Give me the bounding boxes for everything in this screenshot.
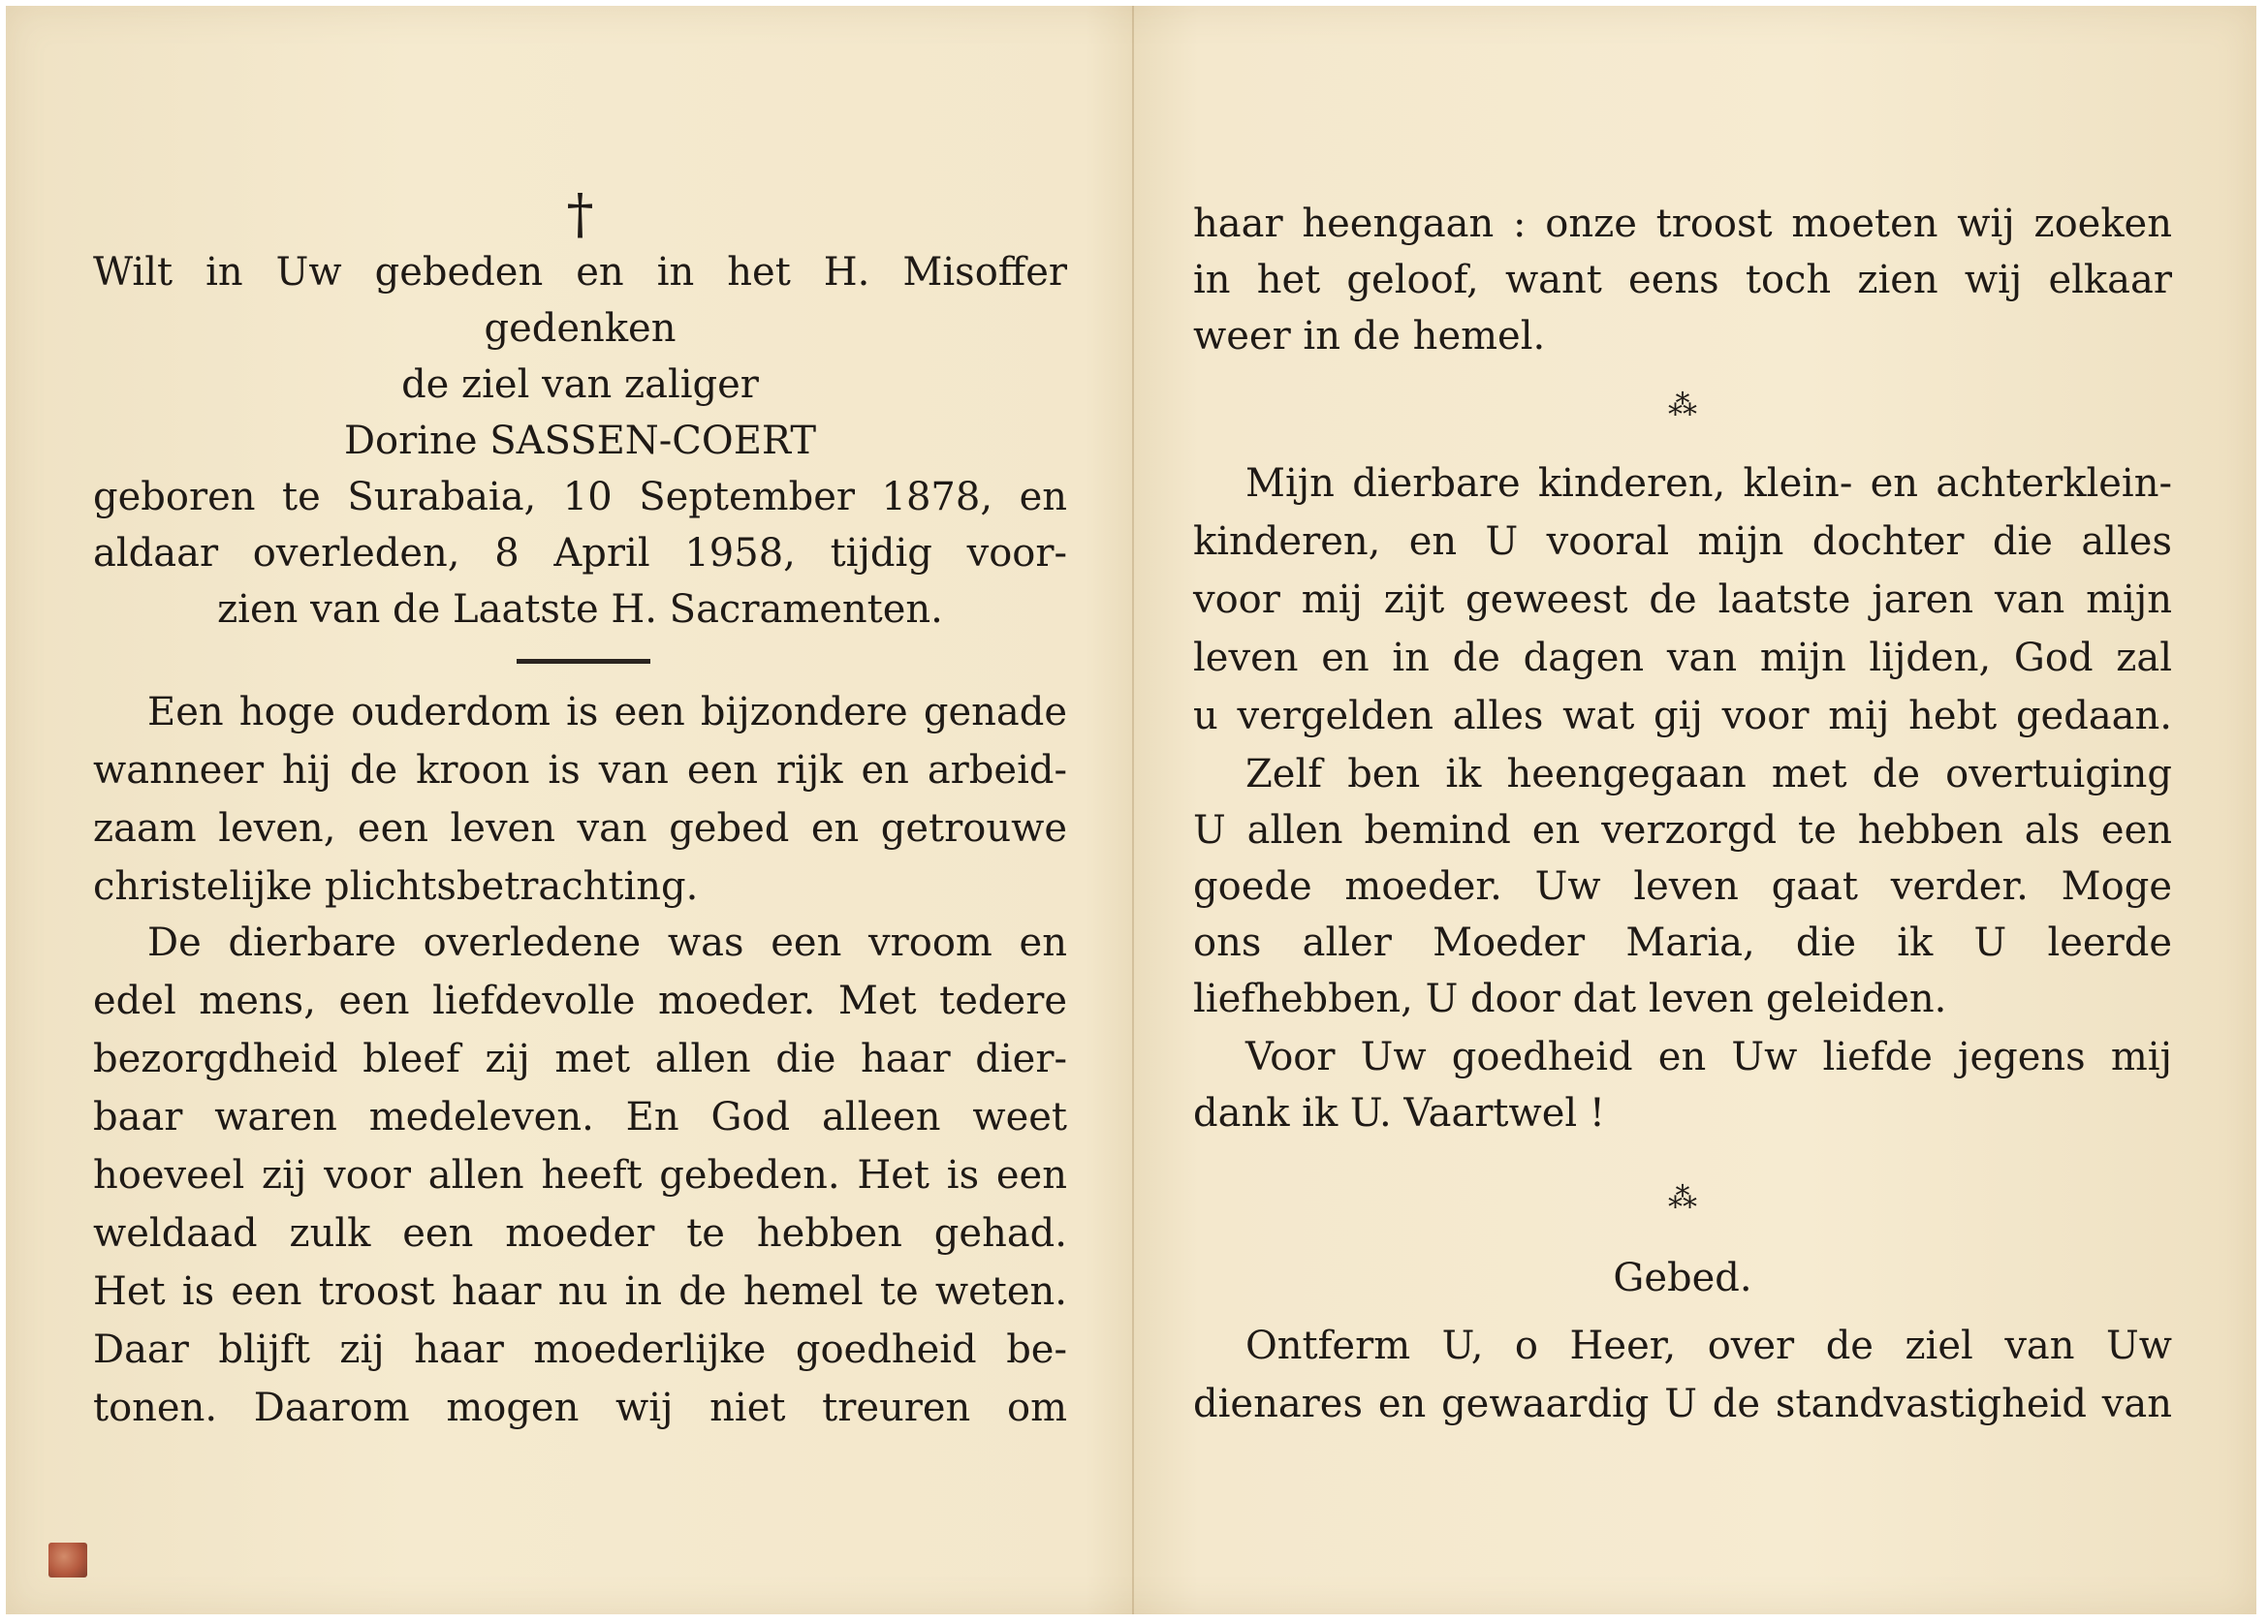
body-line: Daar blijft zij haar moederlijke goedheid be- (93, 1327, 1067, 1372)
body-line: weldaad zulk een moeder te hebben gehad. (93, 1211, 1067, 1256)
body-line: hoeveel zij voor allen heeft gebeden. Het is een (93, 1153, 1067, 1198)
body-line: goede moeder. Uw leven gaat verder. Moge (1193, 864, 2172, 909)
header-line: Wilt in Uw gebeden en in het H. Misoffer (93, 250, 1067, 295)
header-line: de ziel van zaliger (401, 362, 759, 407)
body-line: Zelf ben ik heengegaan met de overtuiging (1245, 752, 2172, 796)
header-line: aldaar overleden, 8 April 1958, tijdig voor- (93, 531, 1067, 576)
body-line: edel mens, een liefdevolle moeder. Met tedere (93, 979, 1067, 1023)
body-line: christelijke plichtsbetrachting. (93, 864, 699, 909)
prayer-line: Ontferm U, o Heer, over de ziel van Uw (1245, 1324, 2172, 1368)
asterism-ornament: ⁂ (1668, 389, 1697, 422)
header-line: geboren te Surabaia, 10 September 1878, en (93, 475, 1067, 519)
body-line: liefhebben, U door dat leven geleiden. (1193, 977, 1947, 1021)
body-line: kinderen, en U vooral mijn dochter die alles (1193, 519, 2172, 564)
asterism-ornament: ⁂ (1668, 1181, 1697, 1215)
body-line: weer in de hemel. (1193, 314, 1546, 359)
deceased-name: Dorine SASSEN-COERT (343, 419, 816, 463)
body-line: baar waren medeleven. En God alleen weet (93, 1095, 1067, 1140)
body-line: Het is een troost haar nu in de hemel te weten. (93, 1269, 1067, 1314)
body-line: u vergelden alles wat gij voor mij hebt gedaan. (1193, 694, 2172, 738)
body-line: ons aller Moeder Maria, die ik U leerde (1193, 921, 2172, 965)
prayer-title: Gebed. (1613, 1256, 1752, 1300)
body-line: haar heengaan : onze troost moeten wij zoeken (1193, 202, 2172, 246)
prayer-line: dienares en gewaardig U de standvastigheid van (1193, 1382, 2172, 1426)
prayer-card (6, 6, 2256, 1614)
cross-symbol: † (566, 183, 594, 246)
body-line: De dierbare overledene was een vroom en (147, 921, 1067, 965)
body-line: dank ik U. Vaartwel ! (1193, 1091, 1605, 1136)
body-line: bezorgdheid bleef zij met allen die haar dier- (93, 1037, 1067, 1081)
body-line: leven en in de dagen van mijn lijden, God zal (1193, 636, 2172, 680)
card-fold (1132, 6, 1134, 1614)
body-line: wanneer hij de kroon is van een rijk en arbeid- (93, 748, 1067, 793)
body-line: voor mij zijt geweest de laatste jaren van mijn (1193, 578, 2172, 622)
body-line: tonen. Daarom mogen wij niet treuren om (93, 1386, 1067, 1430)
divider-rule (517, 659, 650, 664)
body-line: Een hoge ouderdom is een bijzondere genade (147, 690, 1067, 734)
body-line: zaam leven, een leven van gebed en getrouwe (93, 806, 1067, 851)
header-line: zien van de Laatste H. Sacramenten. (217, 587, 943, 632)
body-line: in het geloof, want eens toch zien wij elkaar (1193, 258, 2172, 302)
body-line: U allen bemind en verzorgd te hebben als een (1193, 808, 2172, 853)
body-line: Voor Uw goedheid en Uw liefde jegens mij (1245, 1035, 2172, 1079)
body-line: Mijn dierbare kinderen, klein- en achterklein- (1245, 461, 2172, 506)
header-line: gedenken (484, 306, 677, 351)
archive-stamp-icon (48, 1543, 87, 1577)
